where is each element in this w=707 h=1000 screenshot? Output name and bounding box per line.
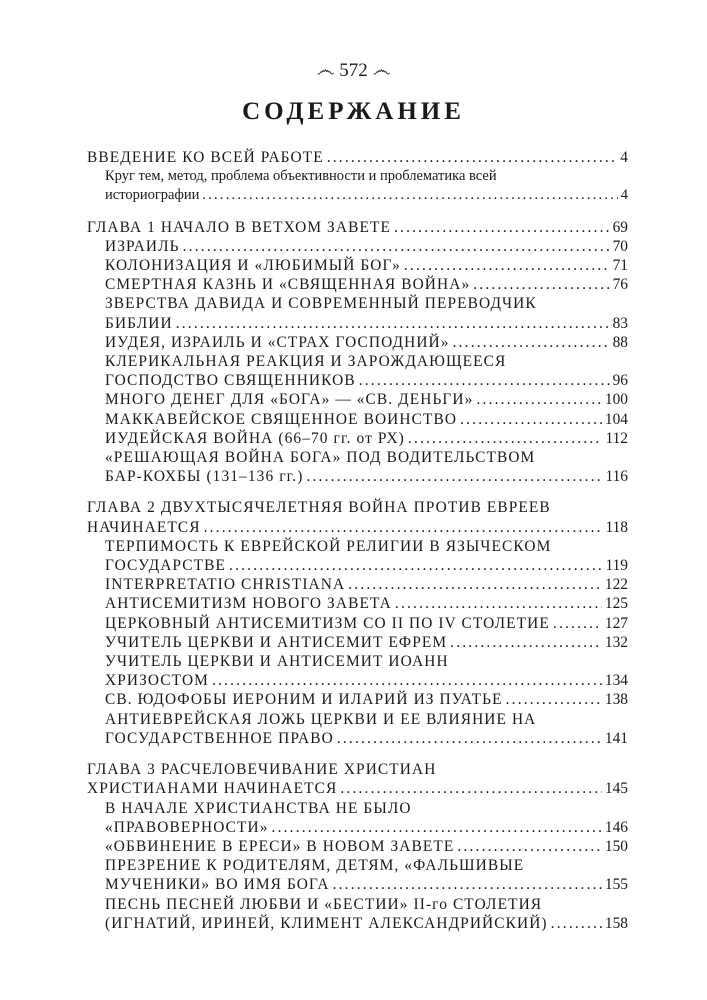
entry-title: В НАЧАЛЕ ХРИСТИАНСТВА НЕ БЫЛО xyxy=(105,799,412,817)
toc-line xyxy=(87,818,628,837)
toc-line xyxy=(87,275,628,294)
entry-page-number: 145 xyxy=(604,780,628,798)
entry-title: ПРЕЗРЕНИЕ К РОДИТЕЛЯМ, ДЕТЯМ, «ФАЛЬШИВЫЕ xyxy=(105,857,525,875)
dot-leader xyxy=(272,818,602,837)
toc-subentry[interactable] xyxy=(87,333,628,352)
toc-subentry[interactable] xyxy=(87,275,628,294)
toc-line xyxy=(87,575,628,594)
toc-subentry[interactable] xyxy=(87,237,628,256)
entry-title: КОЛОНИЗАЦИЯ И «ЛЮБИМЫЙ БОГ» xyxy=(105,257,401,275)
entry-title: ТЕРПИМОСТЬ К ЕВРЕЙСКОЙ РЕЛИГИИ В ЯЗЫЧЕСКОМ xyxy=(105,537,552,555)
toc-subentry[interactable] xyxy=(87,594,628,613)
toc-section xyxy=(87,498,628,748)
toc-line xyxy=(87,333,628,352)
toc-line xyxy=(87,799,628,818)
toc-subentry[interactable] xyxy=(87,690,628,709)
entry-title: ИЗРАИЛЬ xyxy=(105,237,180,255)
page-title: СОДЕРЖАНИЕ xyxy=(242,98,465,125)
toc-subentry[interactable] xyxy=(87,410,628,429)
entry-title: ГЛАВА 3 РАСЧЕЛОВЕЧИВАНИЕ ХРИСТИАН xyxy=(87,761,437,779)
entry-title: БИБЛИИ xyxy=(105,314,173,332)
entry-page-number: 70 xyxy=(612,237,628,255)
toc-line xyxy=(87,186,628,205)
toc-line xyxy=(87,314,628,333)
entry-title: МАККАВЕЙСКОЕ СВЯЩЕННОЕ ВОИНСТВО xyxy=(105,410,458,428)
entry-title: ХРИСТИАНАМИ НАЧИНАЕТСЯ xyxy=(87,780,338,798)
toc-subentry[interactable] xyxy=(87,256,628,275)
toc-subentry[interactable] xyxy=(87,537,628,575)
entry-page-number: 134 xyxy=(604,672,628,690)
entry-title: ВВЕДЕНИЕ КО ВСЕЙ РАБОТЕ xyxy=(87,149,324,166)
entry-page-number: 83 xyxy=(612,314,628,332)
dot-leader xyxy=(457,837,602,856)
entry-title: ЦЕРКОВНЫЙ АНТИСЕМИТИЗМ СО II ПО IV СТОЛЕТИЕ xyxy=(105,614,550,632)
toc-line xyxy=(87,594,628,613)
toc-subentry[interactable] xyxy=(87,575,628,594)
entry-page-number: 116 xyxy=(605,468,628,486)
entry-page-number: 122 xyxy=(604,576,628,594)
dot-leader xyxy=(395,594,602,613)
entry-title: ИУДЕЯ, ИЗРАИЛЬ И «СТРАХ ГОСПОДНИЙ» xyxy=(105,333,450,351)
entry-page-number: 146 xyxy=(604,818,628,836)
toc-subentry[interactable] xyxy=(87,390,628,409)
entry-title: ИУДЕЙСКАЯ ВОЙНА (66–70 гг. от РХ) xyxy=(105,429,405,447)
toc-chapter-entry[interactable] xyxy=(87,148,628,167)
entry-title: НАЧИНАЕТСЯ xyxy=(87,518,201,536)
toc-line xyxy=(87,856,628,875)
dot-leader xyxy=(333,875,602,894)
entry-page-number: 112 xyxy=(605,429,628,447)
entry-page-number: 119 xyxy=(605,557,628,575)
entry-title: ПЕСНЬ ПЕСНЕЙ ЛЮБВИ И «БЕСТИИ» II-го СТОЛЕТИЯ xyxy=(105,895,543,913)
entry-title: «ОБВИНЕНИЕ В ЕРЕСИ» В НОВОМ ЗАВЕТЕ xyxy=(105,837,455,855)
toc-subentry[interactable] xyxy=(87,429,628,448)
toc-section xyxy=(87,760,628,933)
toc-line xyxy=(87,895,628,914)
toc-subentry[interactable] xyxy=(87,799,628,837)
entry-title: (ИГНАТИЙ, ИРИНЕЙ, КЛИМЕНТ АЛЕКСАНДРИЙСКИЙ) xyxy=(105,914,548,932)
entry-page-number: 138 xyxy=(604,691,628,709)
entry-title: ГОСУДАРСТВЕ xyxy=(105,557,227,575)
dot-leader xyxy=(553,614,602,633)
page-number-header xyxy=(0,60,707,82)
toc-line xyxy=(87,167,628,186)
entry-title: СМЕРТНАЯ КАЗНЬ И «СВЯЩЕННАЯ ВОЙНА» xyxy=(105,276,471,294)
toc-line xyxy=(87,729,628,748)
toc-subentry[interactable] xyxy=(87,895,628,933)
entry-page-number: 100 xyxy=(604,391,628,409)
dot-leader xyxy=(337,729,602,748)
page-number: 572 xyxy=(339,60,368,81)
toc-line xyxy=(87,467,628,486)
toc-subentry[interactable] xyxy=(87,167,628,205)
dot-leader xyxy=(473,275,609,294)
toc-line xyxy=(87,537,628,556)
ornament-right-icon: ෴ xyxy=(367,60,391,81)
toc-line xyxy=(87,448,628,467)
toc-line xyxy=(87,294,628,313)
toc-subentry[interactable] xyxy=(87,652,628,690)
dot-leader xyxy=(453,333,610,352)
entry-title: Круг тем, метод, проблема объективности и проблематика всей xyxy=(105,168,497,185)
toc-line xyxy=(87,371,628,390)
entry-page-number: 127 xyxy=(604,614,628,632)
toc-line xyxy=(87,690,628,709)
entry-title: ГОСПОДСТВО СВЯЩЕННИКОВ xyxy=(105,372,356,390)
toc-line xyxy=(87,556,628,575)
toc-line xyxy=(87,218,628,237)
entry-page-number: 69 xyxy=(612,218,628,236)
toc-line xyxy=(87,779,628,798)
dot-leader xyxy=(460,410,602,429)
toc-line xyxy=(87,410,628,429)
toc-line xyxy=(87,429,628,448)
dot-leader xyxy=(506,690,602,709)
dot-leader xyxy=(404,256,610,275)
toc-line xyxy=(87,518,628,537)
entry-title: ХРИЗОСТОМ xyxy=(105,672,209,690)
toc-line xyxy=(87,148,628,167)
toc-subentry[interactable] xyxy=(87,352,628,390)
entry-title: СВ. ЮДОФОБЫ ИЕРОНИМ И ИЛАРИЙ ИЗ ПУАТЬЕ xyxy=(105,691,503,709)
entry-title: УЧИТЕЛЬ ЦЕРКВИ И АНТИСЕМИТ ЕФРЕМ xyxy=(105,633,448,651)
toc-line xyxy=(87,914,628,933)
dot-leader xyxy=(183,237,610,256)
toc-line xyxy=(87,875,628,894)
dot-leader xyxy=(359,371,610,390)
toc-line xyxy=(87,237,628,256)
dot-leader xyxy=(306,467,602,486)
entry-page-number: 4 xyxy=(620,187,628,204)
toc-subentry[interactable] xyxy=(87,294,628,332)
ornament-left-icon: ෴ xyxy=(316,60,340,81)
toc-subentry[interactable] xyxy=(87,448,628,486)
entry-title: МУЧЕНИКИ» ВО ИМЯ БОГА xyxy=(105,876,330,894)
entry-title: ЗВЕРСТВА ДАВИДА И СОВРЕМЕННЫЙ ПЕРЕВОДЧИК xyxy=(105,295,537,313)
dot-leader xyxy=(450,633,602,652)
entry-page-number: 96 xyxy=(612,372,628,390)
entry-page-number: 104 xyxy=(604,410,628,428)
entry-page-number: 155 xyxy=(604,876,628,894)
entry-title: АНТИСЕМИТИЗМ НОВОГО ЗАВЕТА xyxy=(105,595,392,613)
entry-title: ГЛАВА 2 ДВУХТЫСЯЧЕЛЕТНЯЯ ВОЙНА ПРОТИВ ЕВРЕЕВ xyxy=(87,499,551,517)
dot-leader xyxy=(229,556,602,575)
toc-line xyxy=(87,352,628,371)
toc-line xyxy=(87,710,628,729)
dot-leader xyxy=(551,914,602,933)
dot-leader xyxy=(212,671,602,690)
toc-subentry[interactable] xyxy=(87,633,628,652)
entry-title: ГЛАВА 1 НАЧАЛО В ВЕТХОМ ЗАВЕТЕ xyxy=(87,218,391,236)
toc-line xyxy=(87,760,628,779)
entry-page-number: 132 xyxy=(604,633,628,651)
entry-title: АНТИЕВРЕЙСКАЯ ЛОЖЬ ЦЕРКВИ И ЕЕ ВЛИЯНИЕ НА xyxy=(105,710,537,728)
entry-page-number: 141 xyxy=(604,729,628,747)
dot-leader xyxy=(476,390,601,409)
toc-section xyxy=(87,148,628,206)
entry-title: INTERPRETATIO CHRISTIANA xyxy=(105,576,346,594)
entry-page-number: 88 xyxy=(612,333,628,351)
toc-line xyxy=(87,671,628,690)
entry-page-number: 71 xyxy=(612,257,628,275)
dot-leader xyxy=(408,429,603,448)
toc-line xyxy=(87,390,628,409)
entry-page-number: 125 xyxy=(604,595,628,613)
toc-chapter-entry[interactable] xyxy=(87,498,628,536)
toc-line xyxy=(87,614,628,633)
entry-title: УЧИТЕЛЬ ЦЕРКВИ И АНТИСЕМИТ ИОАНН xyxy=(105,653,449,671)
entry-title: историографии xyxy=(105,187,200,204)
entry-page-number: 118 xyxy=(605,518,628,536)
dot-leader xyxy=(327,148,618,167)
entry-title: «ПРАВОВЕРНОСТИ» xyxy=(105,818,269,836)
toc-line xyxy=(87,498,628,517)
dot-leader xyxy=(394,218,610,237)
entry-title: КЛЕРИКАЛЬНАЯ РЕАКЦИЯ И ЗАРОЖДАЮЩЕЕСЯ xyxy=(105,353,507,371)
entry-page-number: 158 xyxy=(604,914,628,932)
entry-title: ГОСУДАРСТВЕННОЕ ПРАВО xyxy=(105,729,334,747)
toc-chapter-entry[interactable] xyxy=(87,760,628,798)
entry-page-number: 150 xyxy=(604,837,628,855)
entry-page-number: 76 xyxy=(612,276,628,294)
toc-line xyxy=(87,837,628,856)
toc-subentry[interactable] xyxy=(87,837,628,856)
toc-chapter-entry[interactable] xyxy=(87,218,628,237)
dot-leader xyxy=(202,186,617,205)
entry-title: БАР-КОХБЫ (131–136 гг.) xyxy=(105,468,304,486)
toc-line xyxy=(87,633,628,652)
toc-line xyxy=(87,256,628,275)
dot-leader xyxy=(340,779,602,798)
toc-subentry[interactable] xyxy=(87,614,628,633)
toc-subentry[interactable] xyxy=(87,710,628,748)
table-of-contents xyxy=(87,148,628,945)
toc-line xyxy=(87,652,628,671)
toc-section xyxy=(87,218,628,487)
entry-page-number: 4 xyxy=(620,149,628,166)
dot-leader xyxy=(204,518,603,537)
entry-title: «РЕШАЮЩАЯ ВОЙНА БОГА» ПОД ВОДИТЕЛЬСТВОМ xyxy=(105,449,536,467)
dot-leader xyxy=(176,314,610,333)
dot-leader xyxy=(348,575,602,594)
entry-title: МНОГО ДЕНЕГ ДЛЯ «БОГА» — «СВ. ДЕНЬГИ» xyxy=(105,391,474,409)
toc-subentry[interactable] xyxy=(87,856,628,894)
